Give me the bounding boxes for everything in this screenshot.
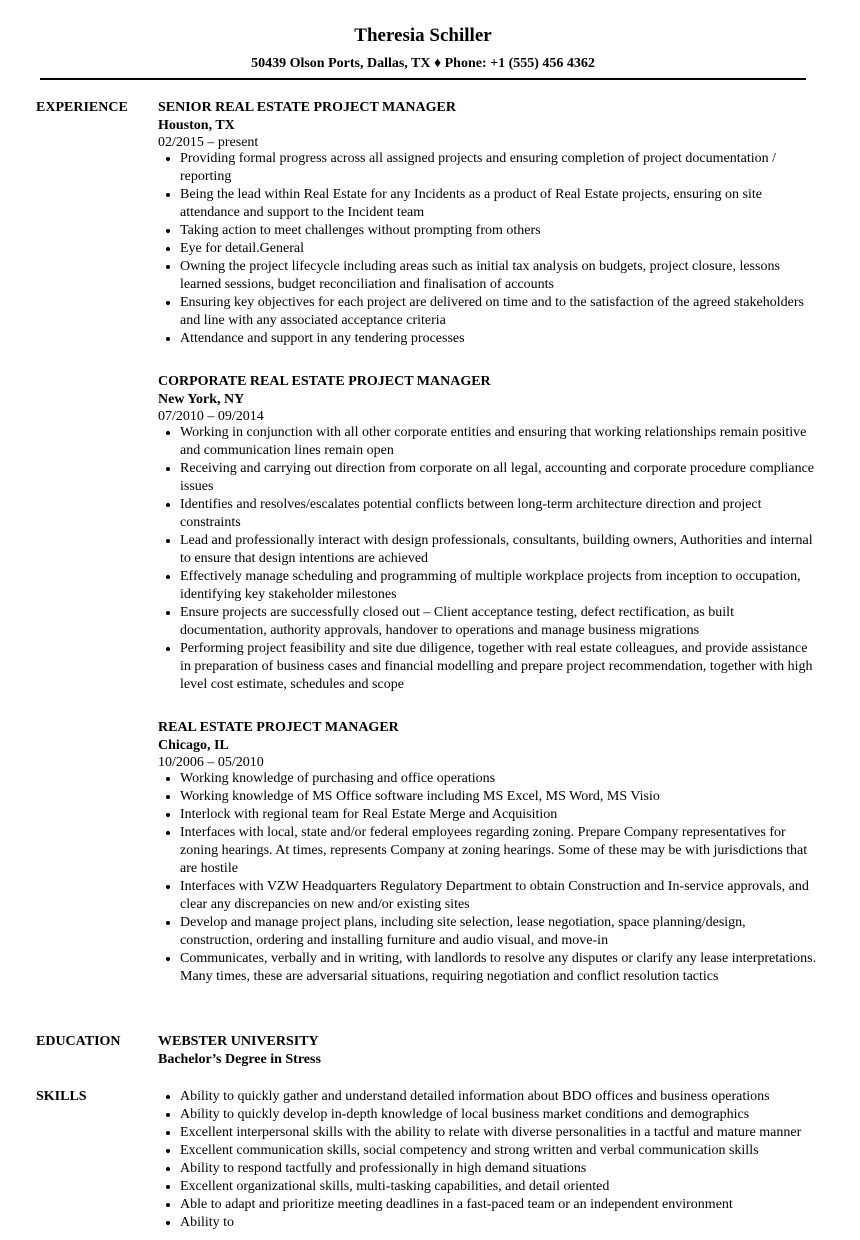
- candidate-name: Theresia Schiller: [354, 25, 492, 46]
- list-item: • Excellent interpersonal skills with the ability to relate with diverse personalities in a tactful and mature manner: [180, 1124, 818, 1142]
- job-bullets: [158, 770, 818, 986]
- section-label-skills: SKILLS: [36, 1089, 87, 1104]
- list-item: • Excellent communication skills, social competency and strong written and verbal communication skills: [180, 1142, 818, 1160]
- job-dates: 07/2010 – 09/2014: [158, 409, 264, 424]
- education-entry: [158, 1033, 818, 1069]
- job-title: REAL ESTATE PROJECT MANAGER: [158, 720, 399, 735]
- list-item: • Ability to quickly gather and understand detailed information about BDO offices and business operations: [180, 1088, 818, 1106]
- header-divider: [40, 78, 806, 80]
- job-location: New York, NY: [158, 392, 245, 407]
- list-item: • Working knowledge of MS Office software including MS Excel, MS Word, MS Visio: [180, 788, 818, 806]
- degree: Bachelor’s Degree in Stress: [158, 1052, 321, 1067]
- list-item: • Effectively manage scheduling and programming of multiple workplace projects from inception to occupation, identifying key stakeholder milestones: [180, 568, 818, 604]
- list-item: • Ability to quickly develop in-depth knowledge of local business market conditions and demographics: [180, 1106, 818, 1124]
- section-label-experience: EXPERIENCE: [36, 100, 128, 115]
- job-location: Chicago, IL: [158, 738, 229, 753]
- list-item: • Identifies and resolves/escalates potential conflicts between long-term architecture direction and project constraints: [180, 496, 818, 532]
- list-item: • Working in conjunction with all other corporate entities and ensuring that working relationships remain positive and communication lines remain open: [180, 424, 818, 460]
- resume-header: [0, 24, 846, 73]
- list-item: • Excellent organizational skills, multi-tasking capabilities, and detail oriented: [180, 1178, 818, 1196]
- list-item: • Ability to respond tactfully and professionally in high demand situations: [180, 1160, 818, 1178]
- list-item: • Lead and professionally interact with design professionals, consultants, building owners, Authorities and internal to ensure that design intentions are achieved: [180, 532, 818, 568]
- list-item: • Ability to: [180, 1214, 818, 1232]
- list-item: • Communicates, verbally and in writing, with landlords to resolve any disputes or clarify any lease interpretations. Many times, these are adversarial situations, requiring negotiation and conflict resolution tactics: [180, 950, 818, 986]
- job-dates: 10/2006 – 05/2010: [158, 755, 264, 770]
- list-item: • Working knowledge of purchasing and office operations: [180, 770, 818, 788]
- skills-list: [158, 1088, 818, 1232]
- section-label-education: EDUCATION: [36, 1034, 121, 1049]
- list-item: • Interlock with regional team for Real Estate Merge and Acquisition: [180, 806, 818, 824]
- job-bullets: [158, 150, 818, 348]
- job-dates: 02/2015 – present: [158, 135, 259, 150]
- list-item: • Owning the project lifecycle including areas such as initial tax analysis on budgets, project closure, lessons learned sessions, budget reconciliation and finalisation of accounts: [180, 258, 818, 294]
- job-entry: [158, 99, 818, 348]
- list-item: • Ensuring key objectives for each project are delivered on time and to the satisfaction of the agreed stakeholders and line with any associated acceptance criteria: [180, 294, 818, 330]
- list-item: • Being the lead within Real Estate for any Incidents as a product of Real Estate projects, ensuring on site attendance and support to the Incident team: [180, 186, 818, 222]
- list-item: • Able to adapt and prioritize meeting deadlines in a fast-paced team or an independent environment: [180, 1196, 818, 1214]
- job-title: SENIOR REAL ESTATE PROJECT MANAGER: [158, 100, 456, 115]
- list-item: • Interfaces with local, state and/or federal employees regarding zoning. Prepare Company representatives for zoning hearings. At times, represents Company at zoning hearings. Some of these may be with jurisdictions that are hostile: [180, 824, 818, 878]
- list-item: • Receiving and carrying out direction from corporate on all legal, accounting and corporate procedure compliance issues: [180, 460, 818, 496]
- job-location: Houston, TX: [158, 118, 235, 133]
- job-entry: [158, 719, 818, 986]
- job-entry: [158, 373, 818, 694]
- skills-entry: [158, 1088, 818, 1232]
- list-item: • Providing formal progress across all assigned projects and ensuring completion of project documentation / reporting: [180, 150, 818, 186]
- list-item: • Ensure projects are successfully closed out – Client acceptance testing, defect rectification, as built documentation, authority approvals, handover to operations and manage business migrations: [180, 604, 818, 640]
- school-name: WEBSTER UNIVERSITY: [158, 1034, 319, 1049]
- list-item: • Performing project feasibility and site due diligence, together with real estate colleagues, and provide assistance in preparation of business cases and financial modelling and prepare project recommendation, together with high level cost estimate, schedules and scope: [180, 640, 818, 694]
- list-item: • Taking action to meet challenges without prompting from others: [180, 222, 818, 240]
- list-item: • Develop and manage project plans, including site selection, lease negotiation, space planning/design, construction, ordering and installing furniture and audio visual, and move-in: [180, 914, 818, 950]
- list-item: • Attendance and support in any tendering processes: [180, 330, 818, 348]
- contact-line: 50439 Olson Ports, Dallas, TX ♦ Phone: +1 (555) 456 4362: [251, 56, 595, 71]
- job-bullets: [158, 424, 818, 694]
- list-item: • Interfaces with VZW Headquarters Regulatory Department to obtain Construction and In-service approvals, and clear any discrepancies on new and/or existing sites: [180, 878, 818, 914]
- job-title: CORPORATE REAL ESTATE PROJECT MANAGER: [158, 374, 491, 389]
- list-item: • Eye for detail.General: [180, 240, 818, 258]
